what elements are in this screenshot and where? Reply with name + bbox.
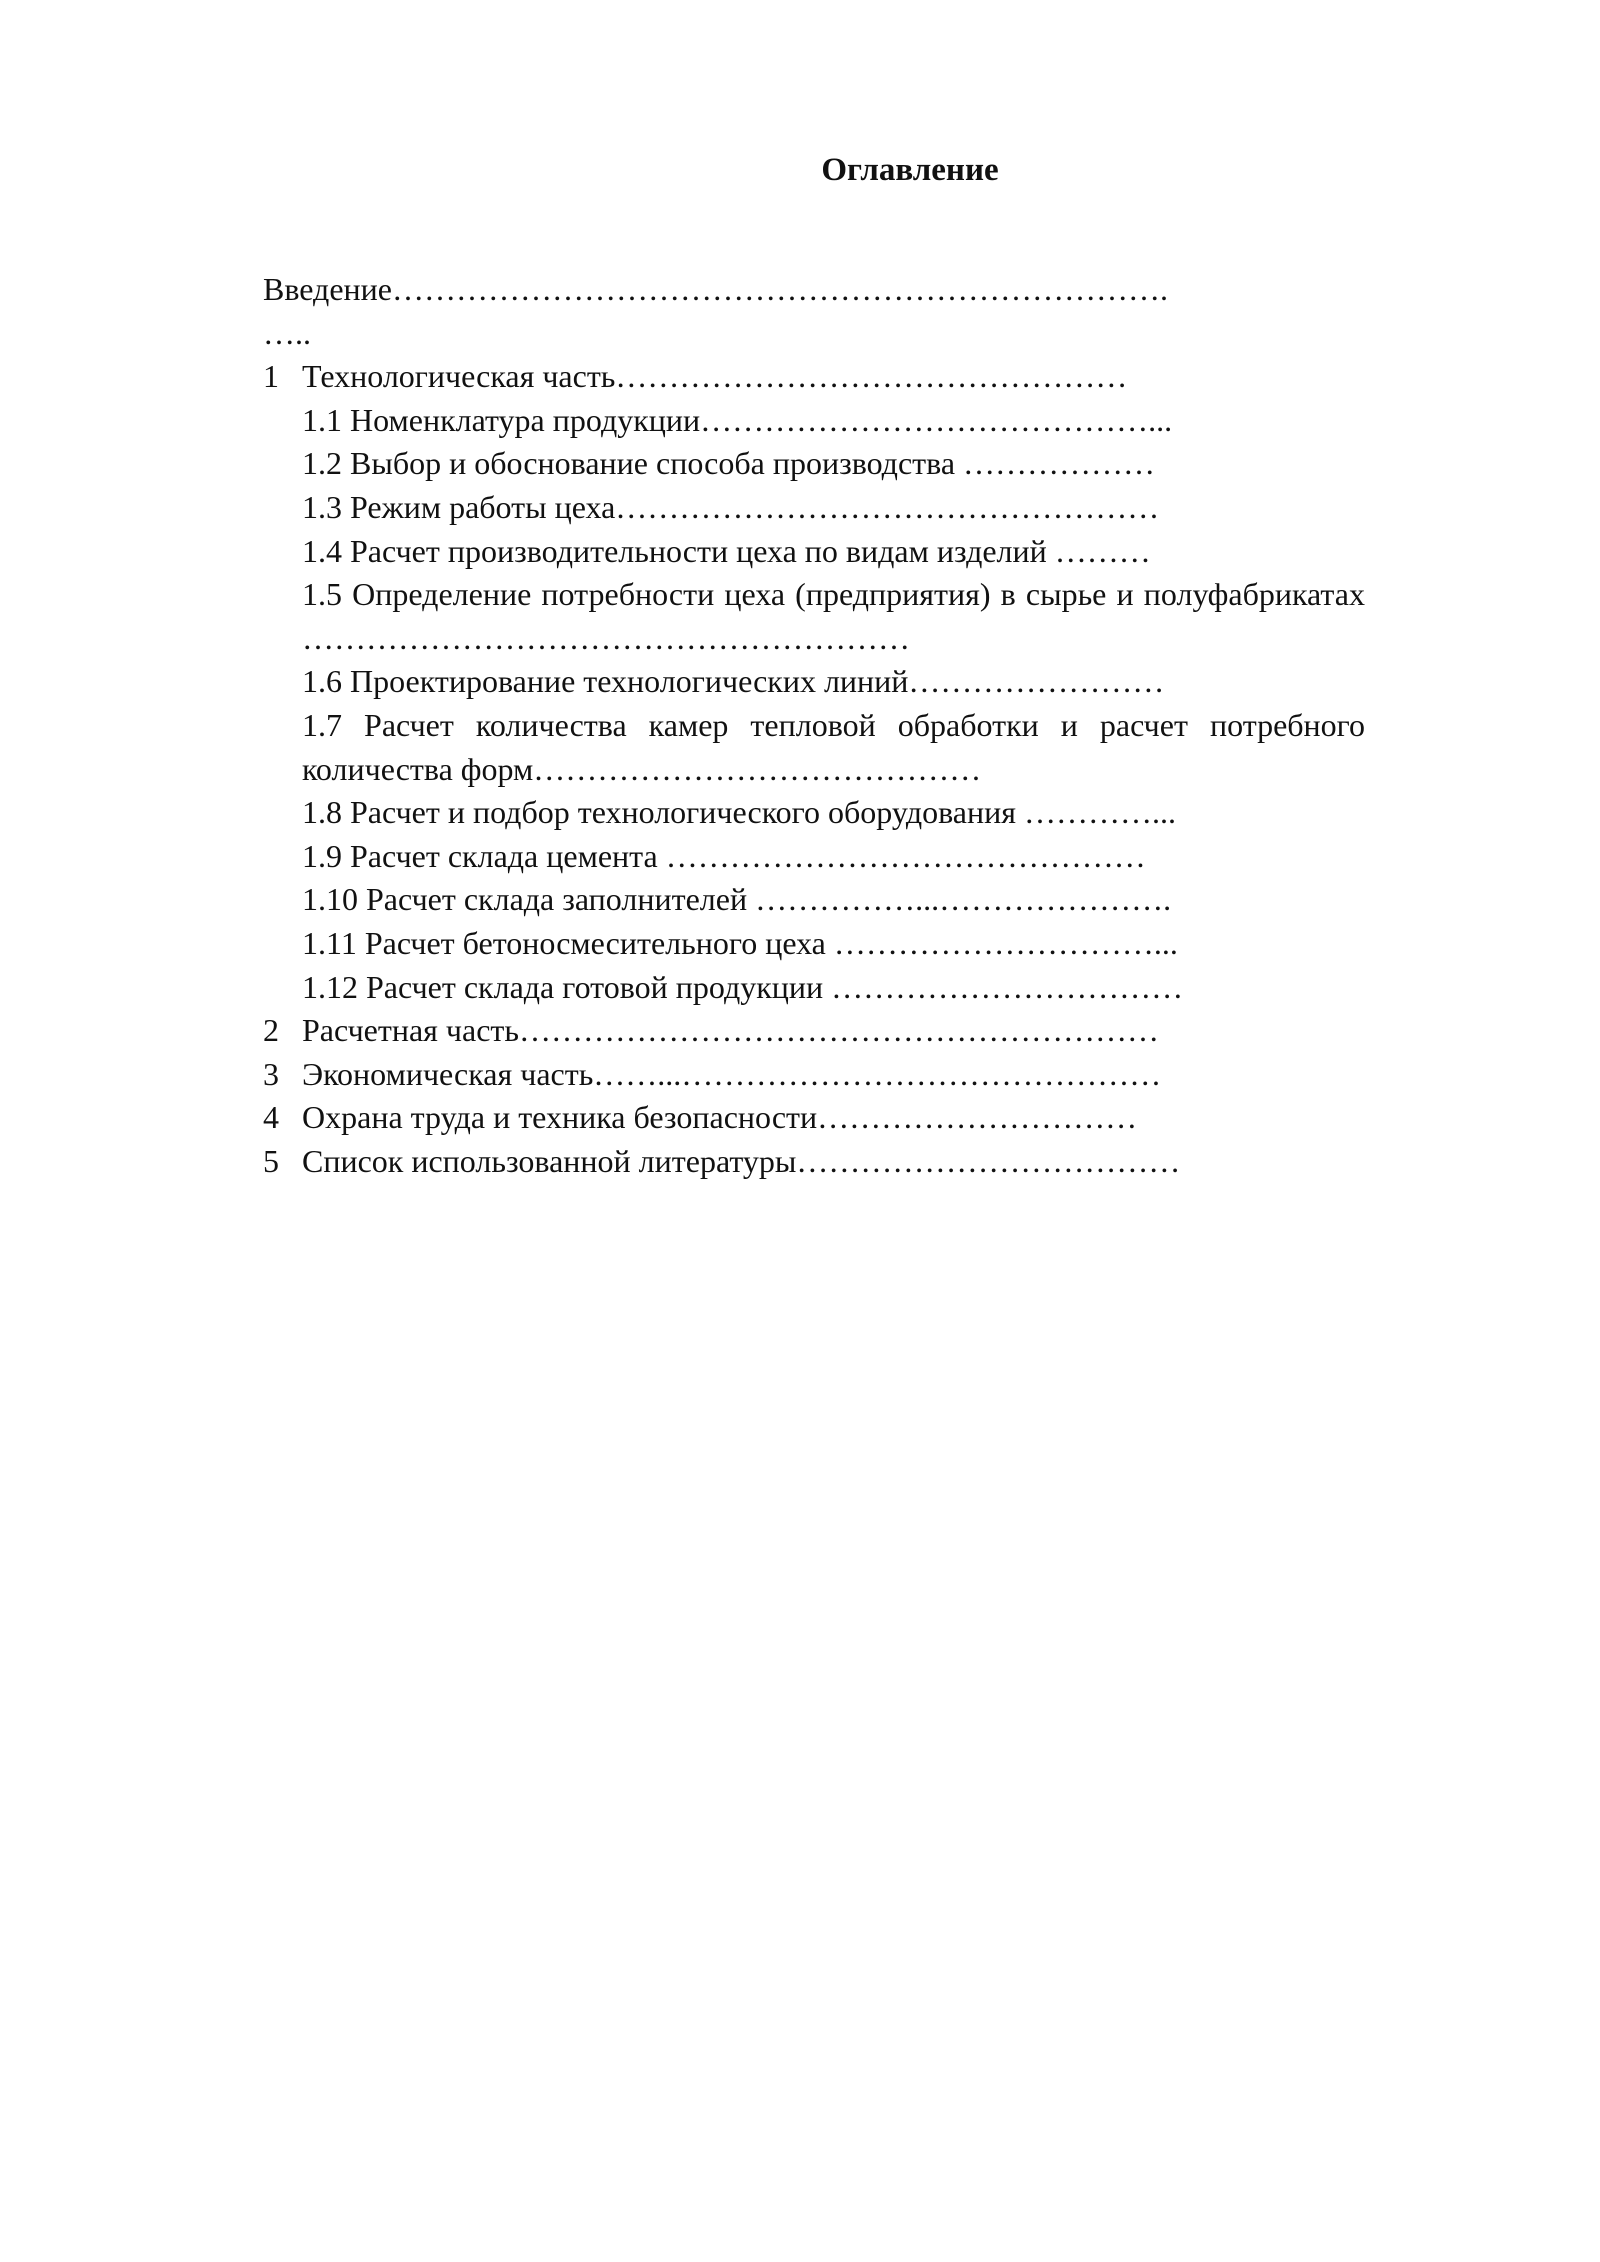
toc-dot-leader: ……………………………………………………………….: [391, 271, 1168, 307]
toc-item-label: Список использованной литературы: [302, 1142, 797, 1179]
toc-item-number: 2: [263, 1012, 279, 1049]
toc-item[interactable]: [263, 1053, 1365, 1097]
toc-item-label: Введение: [263, 271, 392, 307]
toc-item: [263, 312, 1365, 356]
toc-item-label: Экономическая часть: [302, 1055, 594, 1092]
toc-dot-leader: …………...: [1023, 794, 1176, 831]
toc-subitem[interactable]: [263, 573, 1365, 660]
toc-item-label: 1.7 Расчет количества камер тепловой обработки и расчет потребного количества форм: [302, 706, 1365, 787]
toc-subitem[interactable]: [263, 486, 1365, 530]
toc-item-number: 1: [263, 358, 279, 395]
toc-dot-leader: ……………...………………….: [755, 881, 1172, 918]
toc-item[interactable]: [263, 1140, 1365, 1184]
toc-item[interactable]: [263, 1009, 1365, 1053]
toc-item-label: 1.4 Расчет производительности цеха по видам изделий: [302, 532, 1055, 569]
toc-dot-leader: ………………………………: [796, 1142, 1181, 1179]
toc-item-label: 1.2 Выбор и обоснование способа производства: [302, 445, 964, 482]
toc-item-number: 5: [263, 1142, 279, 1179]
toc-dot-leader: ……...………………………………………: [593, 1055, 1162, 1092]
toc-subitem[interactable]: [263, 922, 1365, 966]
toc-subitem[interactable]: [263, 660, 1365, 704]
toc-subitem[interactable]: [263, 704, 1365, 791]
toc-subitem[interactable]: [263, 399, 1365, 443]
toc-item-label: 1.12 Расчет склада готовой продукции: [302, 968, 832, 1005]
page-title: Оглавление: [821, 152, 999, 188]
toc-dot-leader: …………………………: [817, 1099, 1138, 1136]
toc-item-label: Технологическая часть: [302, 358, 616, 395]
toc-dot-leader: …………………………………………………: [302, 619, 910, 656]
toc-subitem[interactable]: [263, 835, 1365, 879]
toc-subitem[interactable]: [263, 878, 1365, 922]
toc-item-number: 3: [263, 1055, 279, 1092]
toc-item-label: 1.1 Номенклатура продукции: [302, 401, 701, 438]
toc-subitem[interactable]: [263, 791, 1365, 835]
toc-subitem[interactable]: [263, 966, 1365, 1010]
toc-item-label: Охрана труда и техника безопасности: [302, 1099, 818, 1136]
toc-item-label: Расчетная часть: [302, 1012, 519, 1049]
toc-item-label: 1.11 Расчет бетоносмесительного цеха: [302, 924, 834, 961]
toc-dot-leader: ……………………: [908, 663, 1165, 700]
toc-item-label: 1.8 Расчет и подбор технологического оборудования: [302, 794, 1024, 831]
toc-dot-leader: ……………………………………………………: [518, 1012, 1159, 1049]
table-of-contents: [263, 268, 1365, 1183]
toc-dot-leader: ……………………………: [831, 968, 1184, 1005]
toc-dot-leader: ……………………………………: [533, 750, 982, 787]
toc-item[interactable]: [263, 355, 1365, 399]
toc-item[interactable]: [263, 1096, 1365, 1140]
toc-subitem[interactable]: [263, 530, 1365, 574]
toc-dot-leader: …………………………………………: [615, 358, 1128, 395]
toc-dot-leader: …………………………...: [833, 924, 1178, 961]
toc-item-label: 1.3 Режим работы цеха: [302, 488, 616, 525]
toc-item[interactable]: [263, 268, 1365, 312]
toc-dot-leader: ………………………………………: [665, 837, 1146, 874]
toc-dot-leader: …..: [263, 314, 311, 351]
toc-item-label: 1.6 Проектирование технологических линий: [302, 663, 909, 700]
toc-subitem[interactable]: [263, 442, 1365, 486]
toc-item-label: 1.10 Расчет склада заполнителей: [302, 881, 756, 918]
toc-item-number: 4: [263, 1099, 279, 1136]
toc-dot-leader: ……………………………………………: [615, 488, 1160, 525]
toc-dot-leader: ………………: [963, 445, 1156, 482]
toc-item-label: 1.9 Расчет склада цемента: [302, 837, 666, 874]
toc-dot-leader: ………: [1054, 532, 1151, 569]
toc-dot-leader: ……………………………………...: [700, 401, 1173, 438]
toc-item-label: 1.5 Определение потребности цеха (предприятия) в сырье и полуфабрикатах: [302, 576, 1365, 613]
